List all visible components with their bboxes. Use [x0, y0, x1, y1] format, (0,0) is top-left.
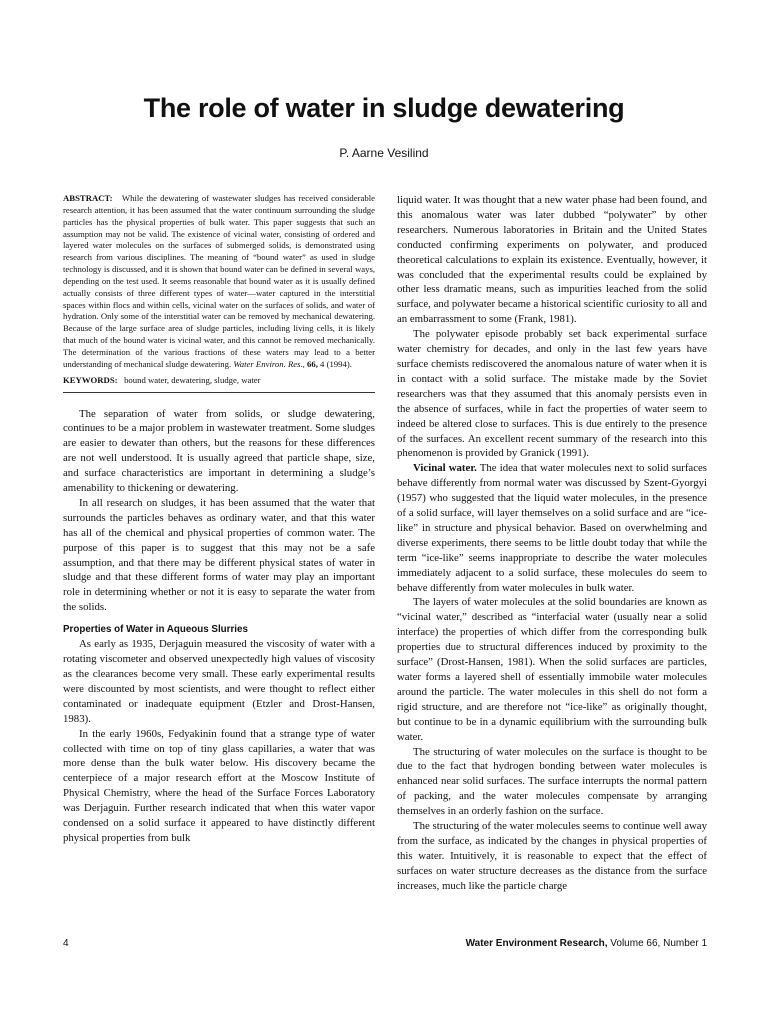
body-paragraph: The structuring of water molecules on the surface is thought to be due to the fact that hydrogen bonding between water molecules is enhanced near solid surfaces. The surface interrupts the normal pattern of packing, and the water molecules compensate by arranging themselves in an orderly fashion on the surface. [397, 745, 707, 818]
body-paragraph: In the early 1960s, Fedyakinin found that a strange type of water collected with time on top of tiny glass capillaries, a water that was more dense than the bulk water below. His discovery became the centerpiece of a major research effort at the Moscow Institute of Physical Chemistry, where the head of the Surface Forces Laboratory was Derjaguin. Further research indicated that when this water vapor condensed on a solid surface it appeared to have distinctly different physical properties from bulk [63, 727, 375, 844]
author-name: P. Aarne Vesilind [339, 146, 429, 160]
keywords-text: bound water, dewatering, sludge, water [124, 374, 261, 385]
keywords [63, 375, 375, 393]
abstract-label: ABSTRACT: [63, 193, 113, 203]
body-paragraph: The separation of water from solids, or sludge dewatering, continues to be a major problem in wastewater treatment. Some sludges are easier to dewater than others, but the reasons for these differences are not well understood. It is usually agreed that particle shape, size, and surface characteristics are important in determining a sludge’s amenability to thickening or dewatering. [63, 407, 375, 495]
body-paragraph: In all research on sludges, it has been assumed that the water that surrounds the particles behaves as ordinary water, and that this water has all of the chemical and physical properties of common water. The purpose of this paper is to suggest that this may not be a safe assumption, and that there may be different physical states of water in sludge and that these different forms of water may play an important role in determining whether or not it is easy to separate the water from the solids. [63, 496, 375, 614]
journal-name: Water Environment Research, [465, 938, 608, 949]
run-in-heading: Vicinal water. [413, 462, 477, 475]
paragraph-text: The idea that water molecules next to solid surfaces behave differently from normal water was discussed by Szent-Gyorgyi (1957) who suggested that the liquid water molecules, in the presence of a solid surface, will layer themselves on a solid surface and are “ice-like” in structure and physical behavior. Based on overwhelming and diverse experiments, there seems to be little doubt today that while the term “ice-like” seems inappropriate to describe the water molecules immediately adjacent to a solid surface, these molecules do seem to behave differently from water molecules in bulk water. [397, 462, 707, 594]
abstract-citation-rest: 4 (1994). [320, 358, 352, 369]
body-paragraph: The structuring of the water molecules seems to continue well away from the surface, as indicated by the changes in physical properties of this water. Intuitively, it is reasonable to expect that the effect of surfaces on water structure decreases as the distance from the surface increases, much like the particle charge [397, 820, 707, 892]
section-heading: Properties of Water in Aqueous Slurries [63, 624, 248, 636]
abstract-text: While the dewatering of wastewater sludges has received considerable research attention, it has been assumed that the water continuum surrounding the sludge particles has the physical properties of bulk water. This paper suggests that such an assumption may not be valid. The existence of vicinal water, consisting of ordered and layered water molecules on the surfaces of submerged solids, is demonstrated using research from various disciplines. The meaning of “bound water” as used in sludge technology is discussed, and it is shown that bound water can be defined in several ways, depending on the test used. It seems reasonable that bound water as it is usually defined actually consists of three different types of water—water captured in the interstitial spaces within flocs and within cells, vicinal water on the surfaces of solids, and water of hydration. Only some of the interstitial water can be removed by mechanical dewatering. Because of the large surface area of sludge particles, including living cells, it is likely that much of the bound water is vicinal water, and this cannot be removed mechanically. The determination of the various fractions of these waters may lead to a better understanding of mechanical sludge dewatering. [63, 193, 375, 369]
journal-volume: Volume 66, Number 1 [610, 938, 707, 949]
article-title: The role of water in sludge dewatering [143, 93, 625, 123]
running-footer [466, 938, 707, 949]
keywords-label: KEYWORDS: [63, 374, 118, 385]
body-paragraph: The layers of water molecules at the solid boundaries are known as “vicinal water,” described as “interfacial water (usually near a solid interface) the properties of which differ from the corresponding bulk properties due to structural differences induced by proximity to the surface” (Drost-Hansen, 1981). When the solid surfaces are particles, water forms a layered shell of essentially immobile water molecules around the particle. The water molecules in this shell do not form a rigid structure, and are therefore not “ice-like” as originally thought, but continue to be in a dynamic equilibrium with the surrounding bulk water. [397, 596, 707, 743]
body-paragraph: As early as 1935, Derjaguin measured the viscosity of water with a rotating viscometer and observed unexpectedly high values of viscosity as the clearances become very small. These early experimental results were discounted by most scientists, and were thought to reflect either contaminated or inadequate equipment (Etzler and Drost-Hansen, 1983). [63, 638, 375, 725]
abstract-citation-volume: 66, [307, 358, 318, 369]
abstract [63, 193, 375, 371]
body-paragraph [397, 461, 707, 595]
left-column [63, 193, 375, 846]
page-number: 4 [63, 938, 69, 949]
right-column [397, 193, 707, 894]
body-paragraph: liquid water. It was thought that a new water phase had been found, and this anomalous water was later dubbed “polywater” by other researchers. Numerous laboratories in Britain and the United States conducted confirming experiments on polywater, and produced theoretical calculations to explain its existence. Eventually, however, it was concluded that the experimental results could be explained by other less dramatic means, such as impurities leached from the solid surface, and polywater became a historical scientific curiosity to all and an embarrassment to some (Frank, 1981). [397, 194, 707, 326]
abstract-citation-journal: Water Environ. Res., [233, 358, 305, 369]
body-paragraph: The polywater episode probably set back experimental surface water chemistry for decades, and only in the last few years have surface chemists rediscovered the anomalous nature of water when it is in contact with a solid surface. The mistake made by the Soviet researchers was that they assumed that this anomaly persists even in the absence of surfaces, while in fact the properties of water seem to indeed be altered close to surfaces. This is due entirely to the presence of the surfaces. An excellent recent summary of the research into this phenomenon is provided by Granick (1991). [397, 328, 707, 460]
